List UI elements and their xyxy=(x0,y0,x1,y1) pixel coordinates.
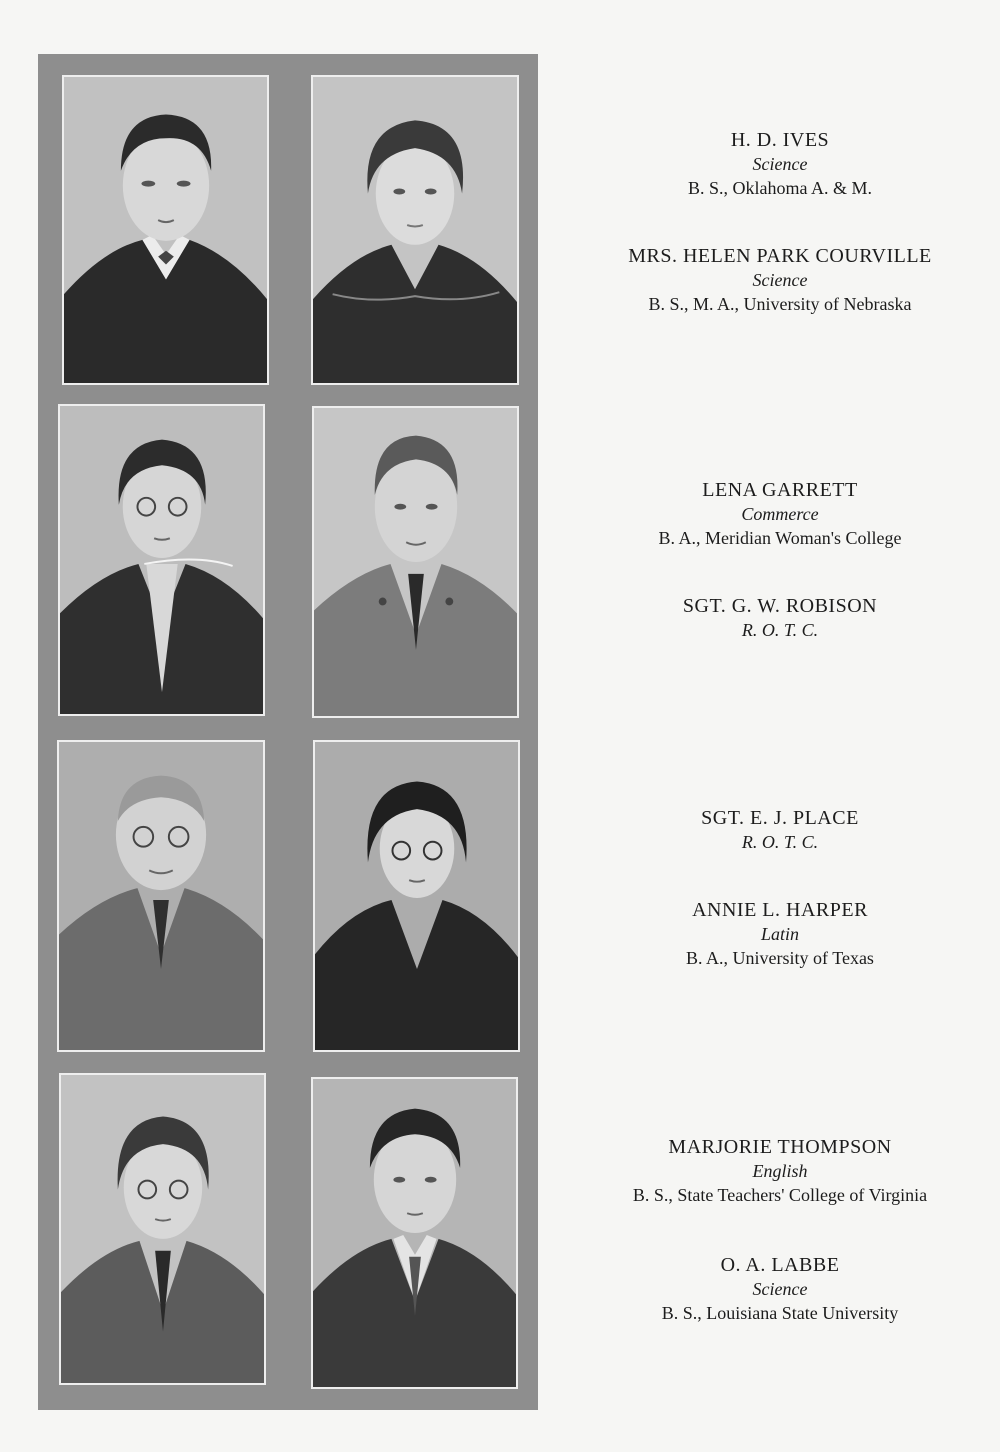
portrait-h-d-ives xyxy=(62,75,269,385)
faculty-subject: R. O. T. C. xyxy=(741,620,819,640)
faculty-subject: Latin xyxy=(760,924,799,944)
faculty-entry-labbe xyxy=(560,1253,1000,1326)
faculty-entry-thompson xyxy=(560,1135,1000,1208)
portrait-o-a-labbe xyxy=(311,1077,518,1389)
faculty-degree: B. S., Oklahoma A. & M. xyxy=(687,178,872,198)
faculty-degree: B. A., Meridian Woman's College xyxy=(658,528,902,548)
faculty-entry-courville xyxy=(560,244,1000,317)
faculty-entry-ives xyxy=(560,128,1000,201)
faculty-subject: English xyxy=(752,1161,808,1181)
portrait-lena-garrett xyxy=(58,404,265,716)
faculty-name: SGT. G. W. ROBISON xyxy=(682,595,878,617)
portrait-g-w-robison xyxy=(312,406,519,718)
faculty-subject: Science xyxy=(752,270,808,290)
faculty-entry-harper xyxy=(560,898,1000,971)
faculty-subject: Science xyxy=(752,154,808,174)
faculty-name: SGT. E. J. PLACE xyxy=(701,807,859,829)
faculty-degree: B. S., State Teachers' College of Virginia xyxy=(632,1185,928,1205)
faculty-name: LENA GARRETT xyxy=(702,479,858,501)
faculty-name: MARJORIE THOMPSON xyxy=(668,1136,892,1158)
faculty-name: ANNIE L. HARPER xyxy=(692,899,868,921)
faculty-subject: R. O. T. C. xyxy=(741,832,819,852)
faculty-name: MRS. HELEN PARK COURVILLE xyxy=(628,245,932,267)
portrait-annie-l-harper xyxy=(313,740,520,1052)
portrait-helen-park-courville xyxy=(311,75,519,385)
faculty-subject: Commerce xyxy=(741,504,819,524)
faculty-entry-place xyxy=(560,806,1000,854)
faculty-entry-garrett xyxy=(560,478,1000,551)
faculty-name: O. A. LABBE xyxy=(720,1254,840,1276)
faculty-degree: B. S., Louisiana State University xyxy=(661,1303,899,1323)
faculty-name: H. D. IVES xyxy=(730,129,830,151)
portrait-marjorie-thompson xyxy=(59,1073,266,1385)
faculty-degree: B. S., M. A., University of Nebraska xyxy=(648,294,912,314)
portrait-e-j-place xyxy=(57,740,265,1052)
faculty-subject: Science xyxy=(752,1279,808,1299)
faculty-entry-robison xyxy=(560,594,1000,642)
faculty-degree: B. A., University of Texas xyxy=(686,948,874,968)
